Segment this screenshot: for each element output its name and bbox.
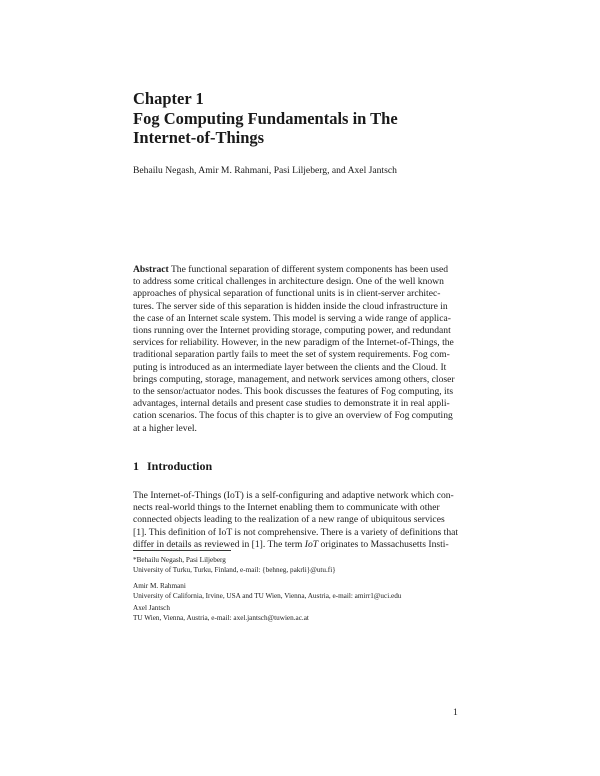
term-iot: IoT <box>304 538 319 550</box>
footnote-2: Amir M. Rahmani University of California, Irvine, USA and TU Wien, Vienna, Austria, e-mail: amirr1@uci.edu <box>133 582 402 600</box>
abstract-line: approaches of physical separation of functional units is in client-server architec- <box>133 288 441 300</box>
footnote-1: *Behailu Negash, Pasi Liljeberg University of Turku, Turku, Finland, e-mail: {behneg, pakrli}@utu.fi} <box>133 556 336 574</box>
abstract-line: Abstract The functional separation of different system components has been used <box>133 264 449 275</box>
abstract <box>133 264 458 435</box>
intro-line: connected objects leading to the realization of a new range of ubiquitous services <box>133 514 445 526</box>
footnote-3: Axel Jantsch TU Wien, Vienna, Austria, e-mail: axel.jantsch@tuwien.ac.at <box>133 604 309 622</box>
section-number: 1 <box>133 459 139 473</box>
section-title: Introduction <box>147 459 213 473</box>
abstract-line: to address some critical challenges in architecture design. One of the well known <box>133 276 444 288</box>
abstract-line: advantages, internal details and present case studies to demonstrate it in real appli- <box>133 398 450 410</box>
chapter-title-line-2: Internet-of-Things <box>133 128 265 147</box>
introduction-paragraph <box>133 490 458 551</box>
intro-line: [1]. This definition of IoT is not comprehensive. There is a variety of definitions that <box>133 526 459 538</box>
intro-line: nects real-world things to the Internet enabling them to communicate with other <box>133 502 440 514</box>
abstract-line: puting is introduced as an intermediate layer between the clients and the Cloud. It <box>133 361 447 373</box>
intro-line: The Internet-of-Things (IoT) is a self-configuring and adaptive network which con- <box>133 490 454 501</box>
intro-line: differ in details as reviewed in [1]. The term IoT originates to Massachusetts Insti- <box>133 538 449 550</box>
abstract-line: brings computing, storage, management, and network services among others, closer <box>133 373 455 385</box>
abstract-line: at a higher level. <box>133 422 197 434</box>
chapter-title <box>133 89 493 148</box>
author-list: Behailu Negash, Amir M. Rahmani, Pasi Liljeberg, and Axel Jantsch <box>133 165 397 176</box>
abstract-line: tures. The server side of this separation is hidden inside the cloud infrastructure in <box>133 300 448 312</box>
abstract-line: the case of an Internet scale system. This model is serving a wide range of applica- <box>133 312 451 324</box>
footnote-rule <box>133 550 231 551</box>
abstract-line: cation scenarios. The focus of this chapter is to give an overview of Fog computing <box>133 410 453 422</box>
page-number: 1 <box>453 707 458 718</box>
chapter-label: Chapter 1 <box>133 89 204 108</box>
abstract-label: Abstract <box>133 264 169 275</box>
abstract-line: services for reliability. However, in the new paradigm of the Internet-of-Things, the <box>133 337 454 349</box>
abstract-line: to the sensor/actuator nodes. This book discusses the features of Fog computing, its <box>133 386 454 398</box>
chapter-title-line-1: Fog Computing Fundamentals in The <box>133 108 398 128</box>
section-heading <box>133 459 220 474</box>
abstract-line: traditional separation partly fails to meet the set of system requirements. Fog com- <box>133 349 450 361</box>
abstract-line: tions running over the Internet providing storage, computing power, and redundant <box>133 325 451 337</box>
